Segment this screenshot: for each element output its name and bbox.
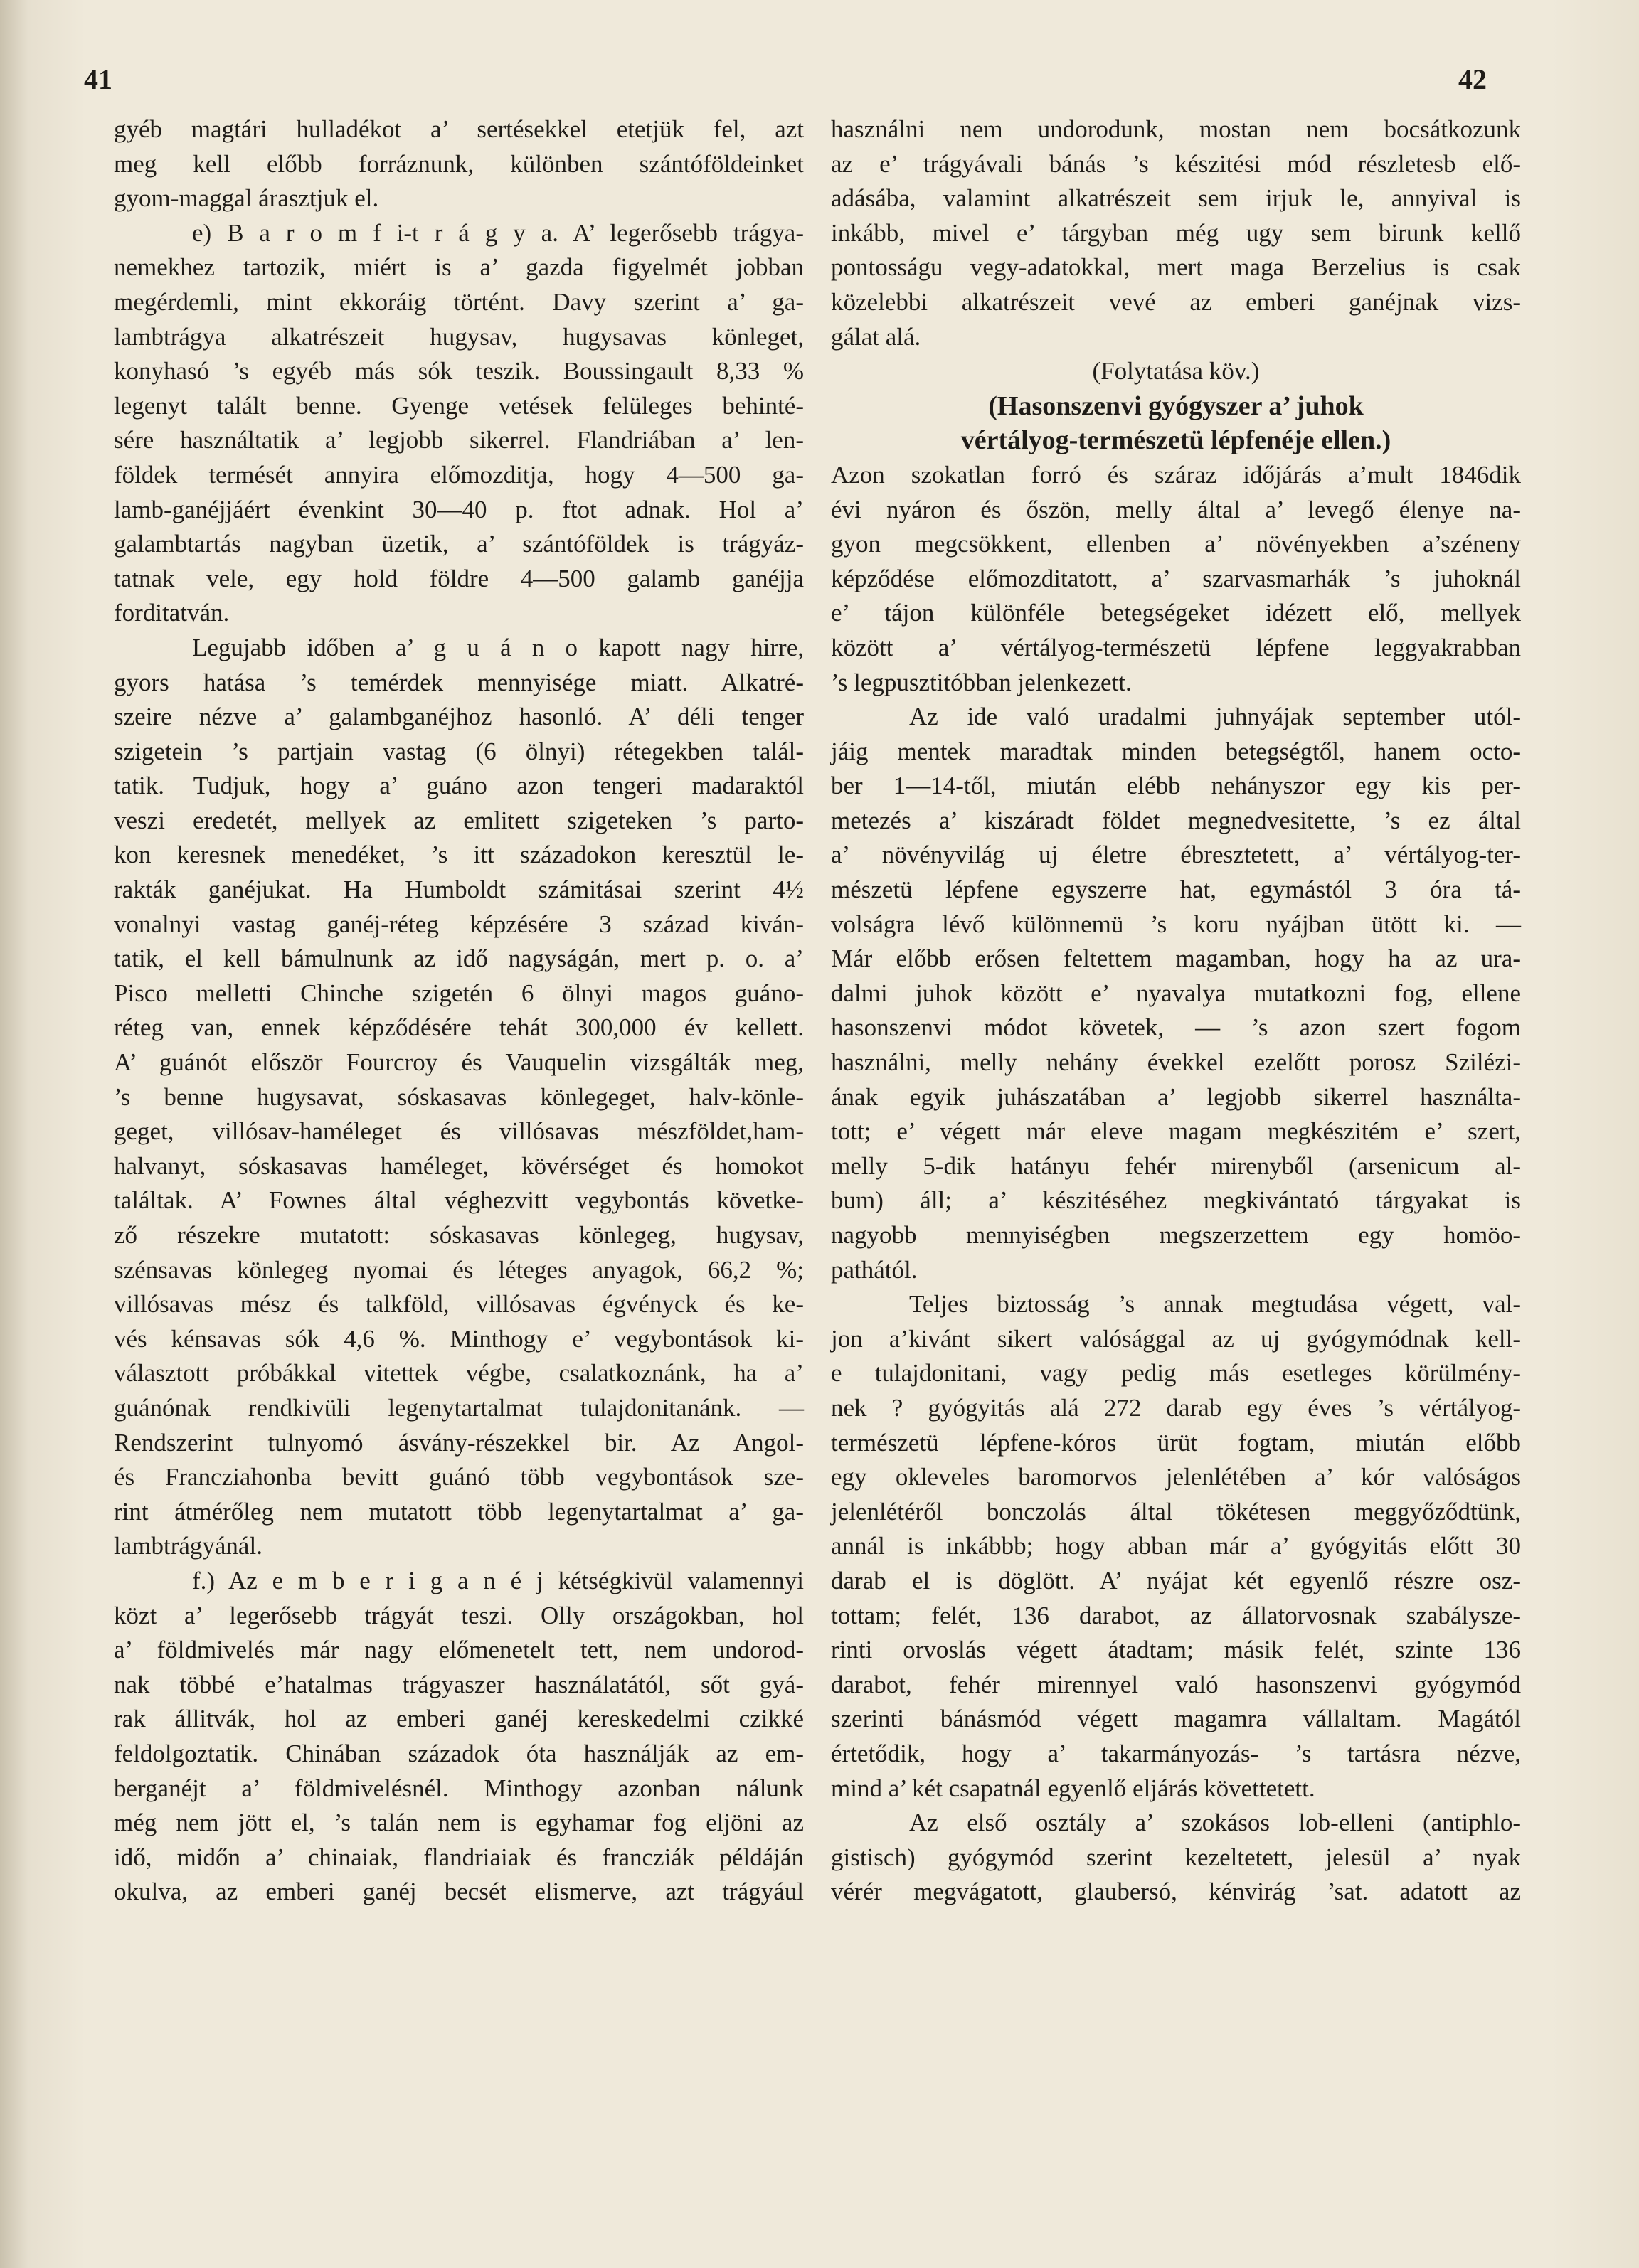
text-line: forditatván. [114,599,230,627]
text-line: között a’ vértályog-természetü lépfene leggyakrabban [831,633,1521,661]
text-line: darabot, fehér mirennyel való hasonszenvi gyógymód [831,1670,1521,1698]
text-line: volságra lévő különnemü ’s koru nyájban ütött ki. — [831,910,1521,938]
text-line: a’ növényvilág uj életre ébresztetett, a’ vértályog-ter- [831,841,1521,869]
text-line: hasonszenvi módot követek, — ’s azon szert fogom [831,1013,1521,1042]
text-line: Rendszerint tulnyomó ásvány-részekkel bir. Az Angol- [114,1428,804,1457]
text-line: berganéjt a’ földmivelésnél. Minthogy azonban nálunk [114,1774,804,1802]
text-line: és Francziahonba bevitt guánó több vegybontások sze- [114,1463,804,1491]
text-line: Az első osztály a’ szokásos lob-elleni (antiphlo- [909,1809,1521,1837]
section-heading-line: (Hasonszenvi gyógyszer a’ juhok [988,390,1364,421]
text-line: ber 1—14-től, miután elébb nehányszor egy kis per- [831,772,1521,800]
text-line: idő, midőn a’ chinaiak, flandriaiak és francziák példáján [114,1843,804,1871]
left-column [114,112,804,1910]
text-line: konyhasó ’s egyéb más sók teszik. Boussingault 8,33 % [114,357,804,385]
text-line: évi nyáron és őszön, melly által a’ levegő élenye na- [831,495,1521,523]
text-line: földek termését annyira előmozditja, hogy 4—500 ga- [114,460,804,489]
text-line: a’ földmivelés már nagy előmenetelt tett, nem undorod- [114,1636,804,1664]
text-line: Azon szokatlan forró és száraz időjárás a’mult 1846dik [831,460,1521,489]
text-line: Már előbb erősen feltettem magamban, hogy ha az ura- [831,944,1521,973]
text-line: villósavas mész és talkföld, villósavas égvényck és ke- [114,1290,804,1319]
text-line: nagyobb mennyiségben megszerzettem egy homöo- [831,1221,1521,1249]
text-line: tatnak vele, egy hold földre 4—500 galamb ganéjja [114,564,804,592]
text-line: ’s benne hugysavat, sóskasavas könlegeget, halv-könle- [114,1082,804,1111]
text-line: értetődik, hogy a’ takarmányozás- ’s tartásra nézve, [831,1739,1521,1767]
text-line: feldolgoztatik. Chinában századok óta használják az em- [114,1739,804,1767]
text-line: réteg van, ennek képződésére tehát 300,000 év kellett. [114,1013,804,1042]
text-line: okulva, az emberi ganéj becsét elismerve, azt trágyául [114,1878,804,1906]
text-line: ának egyik juhászatában a’ legjobb sikerrel használta- [831,1082,1521,1111]
text-line: inkább, mivel e’ tárgyban még ugy sem birunk kellő [831,218,1521,247]
text-line: kon keresnek menedéket, ’s itt századokon keresztül le- [114,841,804,869]
text-line: vonalnyi vastag ganéj-réteg képzésére 3 század kiván- [114,910,804,938]
page-number-right: 42 [1458,63,1487,95]
text-line: lamb-ganéjjáért évenkint 30—40 p. ftot adnak. Hol a’ [114,495,804,523]
text-line: választott próbákkal vitettek végbe, csalatkoznánk, ha a’ [114,1359,804,1388]
text-line: f.) Az e m b e r i g a n é j kétségkivül valamennyi [192,1566,804,1594]
text-line: halvanyt, sóskasavas haméleget, kövérséget és homokot [114,1151,804,1180]
text-line: tott; e’ végett már eleve magam megkészitém e’ szert, [831,1117,1521,1146]
text-line: vés kénsavas sók 4,6 %. Minthogy e’ vegybontások ki- [114,1324,804,1353]
text-line: az e’ trágyávali bánás ’s készitési mód részletesb elő- [831,149,1521,178]
text-line: Legujabb időben a’ g u á n o kapott nagy hirre, [192,633,804,661]
text-line: mind a’ két csapatnál egyenlő eljárás követtetett. [831,1774,1315,1802]
text-line: gálat alá. [831,322,921,351]
text-line: e tulajdonitani, vagy pedig más esetleges körülmény- [831,1359,1521,1388]
text-line: ’s legpusztitóbban jelenkezett. [831,668,1132,696]
text-line: Pisco melletti Chinche szigetén 6 ölnyi magos guáno- [114,979,804,1007]
text-line: rinti orvoslás végett átadtam; másik felét, szinte 136 [831,1636,1521,1664]
text-line: rint átmérőleg nem mutatott több legenytartalmat a’ ga- [114,1497,804,1526]
text-line: szerinti bánásmód végett magamra vállaltam. Magától [831,1705,1521,1733]
text-line: guánónak rendkivüli legenytartalmat tulajdonitanánk. — [114,1393,804,1422]
text-line: pontosságu vegy-adatokkal, mert maga Berzelius is csak [831,253,1521,282]
text-line: tatik. Tudjuk, hogy a’ guáno azon tengeri madaraktól [114,772,804,800]
page-number-left: 41 [84,63,112,95]
text-line: Teljes biztosság ’s annak megtudása végett, val- [909,1290,1521,1319]
text-line: nek ? gyógyitás alá 272 darab egy éves ’s vértályog- [831,1393,1521,1422]
text-line: gistisch) gyógymód szerint kezeltetett, jelesül a’ nyak [831,1843,1521,1871]
text-line: jelenlétéről bonczolás által tökétesen meggyőződtünk, [831,1497,1521,1526]
text-line: pathától. [831,1255,918,1284]
text-line: képződése előmozditatott, a’ szarvasmarhák ’s juhoknál [831,564,1521,592]
text-line: e) B a r o m f i-t r á g y a. A’ legerősebb trágya- [192,218,804,247]
text-line: természetü lépfene-kóros ürüt fogtam, miután előbb [831,1428,1521,1457]
text-line: szénsavas könlegeg nyomai és léteges anyagok, 66,2 %; [114,1255,804,1284]
text-line: adásába, valamint alkatrészeit sem irjuk le, annyival is [831,184,1521,213]
text-line: még nem jött el, ’s talán nem is egyhamar fog eljöni az [114,1809,804,1837]
text-line: gyors hatása ’s temérdek mennyisége miatt. Alkatré- [114,668,804,696]
text-line: jon a’kivánt sikert valósággal az uj gyógymódnak kell- [831,1324,1521,1353]
text-line: A’ guánót először Fourcroy és Vauquelin vizsgálták meg, [114,1048,804,1077]
text-line: egy okleveles baromorvos jelenlétében a’ kór valóságos [831,1463,1521,1491]
text-line: rak állitvák, hol az emberi ganéj kereskedelmi czikké [114,1705,804,1733]
text-line: meg kell előbb forráznunk, különben szántóföldeinket [114,149,804,178]
text-line: bum) áll; a’ készitéséhez megkivántató tárgyakat is [831,1186,1521,1215]
text-line: megérdemli, mint ekkoráig történt. Davy szerint a’ ga- [114,287,804,316]
text-line: gyom-maggal árasztjuk el. [114,184,379,213]
text-line: közt a’ legerősebb trágyát teszi. Olly országokban, hol [114,1601,804,1629]
text-line: geget, villósav-haméleget és villósavas mészföldet,ham- [114,1117,804,1146]
text-line: vérér megvágatott, glaubersó, kénvirág ’sat. adatott az [831,1878,1521,1906]
text-line: galambtartás nagyban üzetik, a’ szántóföldek is trágyáz- [114,530,804,558]
text-line: gyon megcsökkent, ellenben a’ növényekben a’széneny [831,530,1521,558]
text-line: melly 5-dik hatányu fehér mirenyből (arsenicum al- [831,1151,1521,1180]
text-line: szeire nézve a’ galambganéjhoz hasonló. A’ déli tenger [114,703,804,731]
text-line: találtak. A’ Fownes által véghezvitt vegybontás követke- [114,1186,804,1215]
text-line: mészetü lépfene egyszerre hat, egymástól 3 óra tá- [831,875,1521,904]
text-line: nak többé e’hatalmas trágyaszer használatától, sőt gyá- [114,1670,804,1698]
text-line: e’ tájon különféle betegségeket idézett elő, mellyek [831,599,1521,627]
text-line: tottam; felét, 136 darabot, az állatorvosnak szabálysze- [831,1601,1521,1629]
text-line: dalmi juhok között e’ nyavalya mutatkozni fog, ellene [831,979,1521,1007]
text-line: szigetein ’s partjain vastag (6 ölnyi) rétegekben talál- [114,737,804,765]
text-line: Az ide való uradalmi juhnyájak september utól- [909,703,1521,731]
text-line: veszi eredetét, mellyek az emlitett szigeteken ’s parto- [114,806,804,834]
text-line: jáig mentek maradtak minden betegségtől, hanem octo- [831,737,1521,765]
text-line: lambtrágyánál. [114,1532,262,1560]
text-line: annál is inkábbb; hogy abban már a’ gyógyitás előtt 30 [831,1532,1521,1560]
text-line: metezés a’ kiszáradt földet megnedvesitette, ’s ez által [831,806,1521,834]
text-line: sére használtatik a’ legjobb sikerrel. Flandriában a’ len- [114,426,804,454]
text-line: közelebbi alkatrészeit vevé az emberi ganéjnak vizs- [831,287,1521,316]
text-line: lambtrágya alkatrészeit hugysav, hugysavas könleget, [114,322,804,351]
text-line: tatik, el kell bámulnunk az idő nagyságán, mert p. o. a’ [114,944,804,973]
text-line: gyéb magtári hulladékot a’ sertésekkel etetjük fel, azt [114,115,804,143]
text-line: (Folytatása köv.) [1092,357,1260,385]
section-heading-line: vértályog-természetü lépfenéje ellen.) [960,425,1391,456]
text-line: darab el is döglött. A’ nyájat két egyenlő részre osz- [831,1566,1521,1594]
text-line: nemekhez tartozik, miért is a’ gazda figyelmét jobban [114,253,804,282]
text-line: ző részekre mutatott: sóskasavas könlegeg, hugysav, [114,1221,804,1249]
right-column [831,112,1521,1910]
text-line: használni nem undorodunk, mostan nem bocsátkozunk [831,115,1521,143]
text-line: rakták ganéjukat. Ha Humboldt számitásai szerint 4½ [114,875,804,904]
text-line: használni, melly nehány évekkel ezelőtt porosz Szilézi- [831,1048,1521,1077]
text-line: legenyt talált benne. Gyenge vetések felüleges behinté- [114,391,804,420]
